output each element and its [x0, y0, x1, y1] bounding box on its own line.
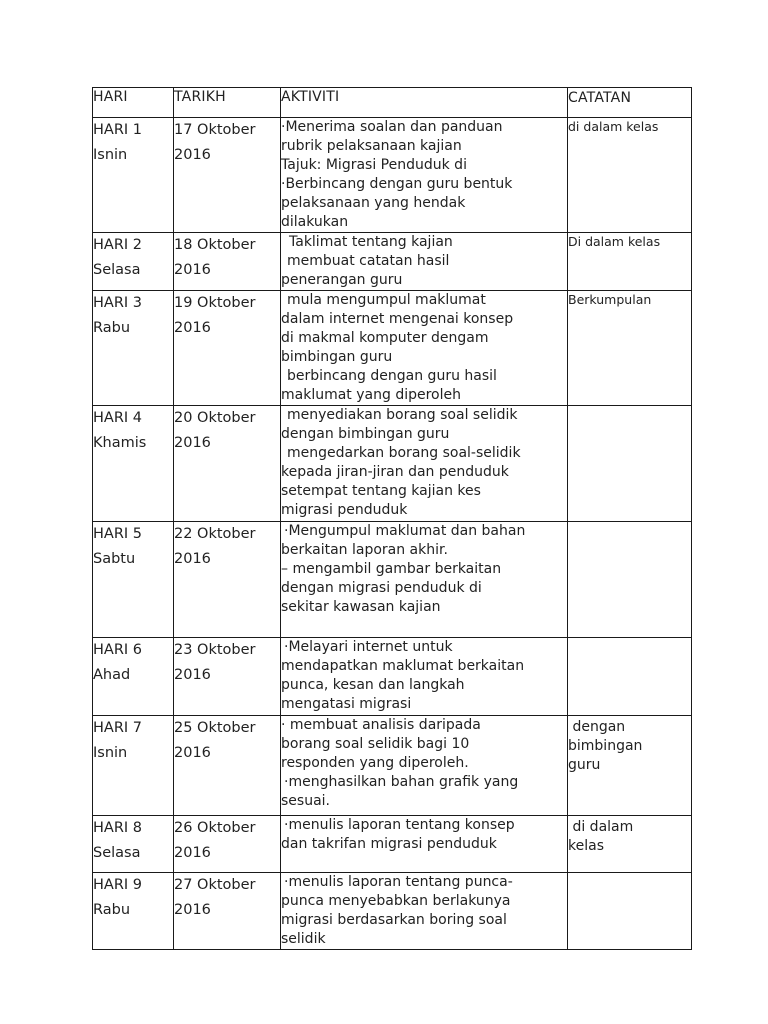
hari-cell: [93, 716, 174, 816]
tarikh-cell: [174, 816, 281, 873]
date-label: 25 Oktober: [174, 720, 256, 736]
aktiviti-line: · membuat analisis daripada: [281, 717, 481, 733]
date-label: 20 Oktober: [174, 410, 256, 426]
hari-label: HARI 8: [93, 820, 143, 836]
aktiviti-line: ·Melayari internet untuk: [284, 639, 453, 655]
day-label: Rabu: [93, 320, 131, 336]
aktiviti-line: Taklimat tentang kajian: [289, 234, 453, 250]
aktiviti-line: mengatasi migrasi: [281, 696, 412, 712]
day-label: Selasa: [93, 845, 141, 861]
aktiviti-line: dengan migrasi penduduk di: [281, 580, 482, 596]
day-label: Isnin: [93, 745, 128, 761]
hari-label: HARI 3: [93, 295, 143, 311]
aktiviti-cell: [281, 522, 568, 638]
header-catatan: CATATAN: [568, 88, 692, 118]
hari-cell: [93, 291, 174, 406]
aktiviti-line: setempat tentang kajian kes: [281, 483, 481, 499]
year-label: 2016: [174, 745, 211, 761]
hari-label: HARI 6: [93, 642, 143, 658]
year-label: 2016: [174, 902, 211, 918]
aktiviti-line: berkaitan laporan akhir.: [281, 542, 448, 558]
aktiviti-line: menyediakan borang soal selidik: [287, 407, 518, 423]
date-label: 19 Oktober: [174, 295, 256, 311]
aktiviti-line: responden yang diperoleh.: [281, 755, 469, 771]
aktiviti-cell: [281, 233, 568, 291]
catatan-cell: [568, 816, 692, 873]
aktiviti-line: penerangan guru: [281, 272, 403, 288]
year-label: 2016: [174, 147, 211, 163]
hari-label: HARI 7: [93, 720, 143, 736]
hari-label: HARI 4: [93, 410, 143, 426]
catatan-cell: [568, 873, 692, 950]
year-label: 2016: [174, 262, 211, 278]
aktiviti-line: migrasi penduduk: [281, 502, 408, 518]
hari-cell: [93, 522, 174, 638]
aktiviti-line: bimbingan guru: [281, 349, 393, 365]
tarikh-cell: [174, 716, 281, 816]
aktiviti-line: sekitar kawasan kajian: [281, 599, 441, 615]
aktiviti-line: punca, kesan dan langkah: [281, 677, 465, 693]
hari-label: HARI 5: [93, 526, 143, 542]
aktiviti-line: mendapatkan maklumat berkaitan: [281, 658, 525, 674]
aktiviti-line: ·menulis laporan tentang punca-: [284, 874, 513, 890]
aktiviti-line: kepada jiran-jiran dan penduduk: [281, 464, 509, 480]
catatan-line: dengan: [568, 719, 626, 735]
year-label: 2016: [174, 320, 211, 336]
table-row: [93, 638, 692, 716]
aktiviti-cell: [281, 118, 568, 233]
aktiviti-line: mula mengumpul maklumat: [287, 292, 486, 308]
aktiviti-line: rubrik pelaksanaan kajian: [281, 138, 462, 154]
tarikh-cell: [174, 522, 281, 638]
hari-cell: [93, 638, 174, 716]
aktiviti-line: pelaksanaan yang hendak: [281, 195, 466, 211]
tarikh-cell: [174, 406, 281, 522]
aktiviti-cell: [281, 716, 568, 816]
date-label: 27 Oktober: [174, 877, 256, 893]
table-row: [93, 118, 692, 233]
table-row: [93, 406, 692, 522]
catatan-line: kelas: [568, 838, 604, 854]
catatan-cell: Berkumpulan: [568, 291, 692, 406]
table-row: [93, 522, 692, 638]
catatan-cell: Di dalam kelas: [568, 233, 692, 291]
aktiviti-line: migrasi berdasarkan boring soal: [281, 912, 507, 928]
catatan-line: di dalam: [568, 819, 634, 835]
aktiviti-line: membuat catatan hasil: [287, 253, 450, 269]
tarikh-cell: [174, 873, 281, 950]
tarikh-cell: [174, 233, 281, 291]
day-label: Sabtu: [93, 551, 136, 567]
header-tarikh: TARIKH: [174, 88, 281, 118]
activity-schedule-table: [92, 87, 692, 950]
hari-label: HARI 1: [93, 122, 143, 138]
tarikh-cell: [174, 118, 281, 233]
year-label: 2016: [174, 845, 211, 861]
hari-cell: [93, 233, 174, 291]
catatan-cell: [568, 406, 692, 522]
year-label: 2016: [174, 667, 211, 683]
aktiviti-line: sesuai.: [281, 793, 330, 809]
table-row: [93, 816, 692, 873]
day-label: Ahad: [93, 667, 131, 683]
hari-cell: [93, 816, 174, 873]
aktiviti-cell: [281, 816, 568, 873]
aktiviti-line: dengan bimbingan guru: [281, 426, 450, 442]
aktiviti-line: selidik: [281, 931, 326, 947]
hari-cell: [93, 118, 174, 233]
aktiviti-line: Tajuk: Migrasi Penduduk di: [281, 157, 467, 173]
table-row: [93, 291, 692, 406]
aktiviti-cell: [281, 873, 568, 950]
table-row: [93, 233, 692, 291]
aktiviti-line: borang soal selidik bagi 10: [281, 736, 470, 752]
catatan-cell: [568, 716, 692, 816]
hari-label: HARI 9: [93, 877, 143, 893]
aktiviti-line: dilakukan: [281, 214, 349, 230]
day-label: Rabu: [93, 902, 131, 918]
header-hari: HARI: [93, 88, 174, 118]
aktiviti-cell: [281, 638, 568, 716]
aktiviti-line: ·menulis laporan tentang konsep: [284, 817, 515, 833]
date-label: 17 Oktober: [174, 122, 256, 138]
aktiviti-line: di makmal komputer dengam: [281, 330, 489, 346]
aktiviti-cell: [281, 291, 568, 406]
date-label: 22 Oktober: [174, 526, 256, 542]
year-label: 2016: [174, 435, 211, 451]
catatan-cell: di dalam kelas: [568, 118, 692, 233]
catatan-cell: [568, 522, 692, 638]
aktiviti-line: dalam internet mengenai konsep: [281, 311, 514, 327]
hari-label: HARI 2: [93, 237, 143, 253]
date-label: 23 Oktober: [174, 642, 256, 658]
aktiviti-line: maklumat yang diperoleh: [281, 387, 461, 403]
aktiviti-line: ·Berbincang dengan guru bentuk: [281, 176, 513, 192]
aktiviti-line: ·Mengumpul maklumat dan bahan: [284, 523, 526, 539]
aktiviti-line: – mengambil gambar berkaitan: [281, 561, 502, 577]
date-label: 18 Oktober: [174, 237, 256, 253]
table-header-row: [93, 88, 692, 118]
catatan-line: bimbingan: [568, 738, 643, 754]
hari-cell: [93, 873, 174, 950]
hari-cell: [93, 406, 174, 522]
aktiviti-line: mengedarkan borang soal-selidik: [287, 445, 521, 461]
aktiviti-line: ·menghasilkan bahan grafik yang: [284, 774, 519, 790]
aktiviti-line: ·Menerima soalan dan panduan: [281, 119, 503, 135]
header-aktiviti: AKTIVITI: [281, 88, 568, 118]
aktiviti-line: berbincang dengan guru hasil: [287, 368, 497, 384]
day-label: Isnin: [93, 147, 128, 163]
day-label: Selasa: [93, 262, 141, 278]
date-label: 26 Oktober: [174, 820, 256, 836]
year-label: 2016: [174, 551, 211, 567]
tarikh-cell: [174, 638, 281, 716]
day-label: Khamis: [93, 435, 147, 451]
aktiviti-cell: [281, 406, 568, 522]
aktiviti-line: dan takrifan migrasi penduduk: [281, 836, 497, 852]
table-row: [93, 873, 692, 950]
tarikh-cell: [174, 291, 281, 406]
catatan-cell: [568, 638, 692, 716]
catatan-line: guru: [568, 757, 601, 773]
table-row: [93, 716, 692, 816]
aktiviti-line: punca menyebabkan berlakunya: [281, 893, 511, 909]
